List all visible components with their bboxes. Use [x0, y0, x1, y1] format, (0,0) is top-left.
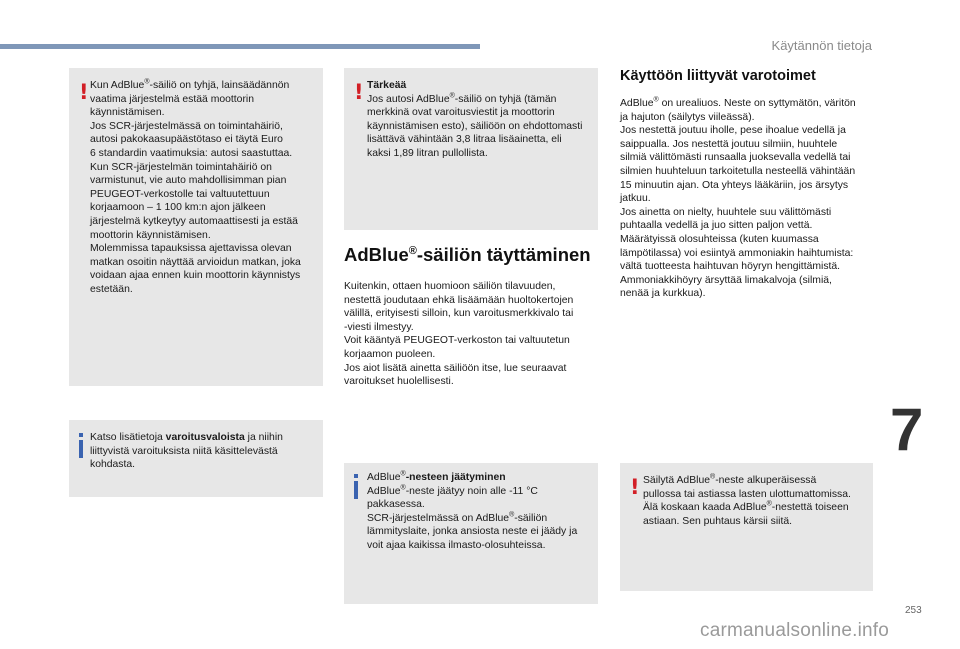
body-line: Kuitenkin, ottaen huomioon säiliön tilavuuden,	[344, 281, 556, 292]
info-line: Katso lisätietoja varoitusvaloista ja niihin	[90, 432, 283, 443]
body-line: Määrätyissä olosuhteissa (kuten kuumassa	[620, 233, 819, 245]
warning-line: Jos SCR-järjestelmässä on toimintahäiriö,	[90, 120, 283, 132]
body-line: lämpötilassa) voi esiintyä ammoniakin haihtumista:	[620, 247, 854, 259]
warning-line: moottorin käynnistämisen.	[90, 229, 211, 241]
warning-box-scr	[69, 68, 323, 386]
warning-box-important-text	[367, 79, 595, 161]
warning-box-storage	[620, 463, 873, 591]
body-line: 15 minuutin ajan. Ota yhteys lääkäriin, jos ärsytys	[620, 179, 849, 191]
body-line: Voit kääntyä PEUGEOT-verkoston tai valtuutetun	[344, 335, 570, 347]
warning-line: matkan osoitin näyttää arvioidun matkan, joka	[90, 256, 301, 268]
body-line: nestettä joudutaan ehkä lisäämään huoltokertojen	[344, 294, 574, 306]
warning-line: autosi pakokaasupäästötaso ei täytä Euro	[90, 134, 283, 146]
body-line: nenää ja kurkkua).	[620, 288, 706, 300]
body-line: korjaamon puoleen.	[344, 348, 436, 360]
info-line: lämmityslaite, jonka ansiosta neste ei jäädy ja	[367, 526, 578, 538]
usage-text	[620, 97, 876, 301]
warning-line: voidaan ajaa ennen kuin moottorin käynnistys	[90, 270, 301, 282]
body-line: silmien huuhteluun tarkoitetulla nesteellä vähintään	[620, 165, 856, 177]
info-line: SCR-järjestelmässä on AdBlue®-säiliön	[367, 511, 548, 524]
body-line: Jos aiot lisätä ainetta säiliöön itse, lue seuraavat	[344, 362, 567, 374]
usage-heading: Käyttöön liittyvät varotoimet	[620, 68, 816, 84]
body-line: -viesti ilmestyy.	[344, 321, 414, 333]
warning-line: käynnistämisen.	[90, 107, 165, 119]
warning-box-scr-text	[90, 79, 318, 297]
body-line: Jos ainetta on nielty, huuhtele suu välittömästi	[620, 206, 832, 218]
info-line: AdBlue®-neste jäätyy noin alle -11 °C	[367, 484, 538, 497]
warning-line: varmistunut, vie auto mahdollisimman pian	[90, 175, 287, 187]
info-line: liittyvistä varoituksista niitä käsittelevästä	[90, 445, 278, 457]
warning-line: pullossa tai astiassa lasten ulottumattomissa.	[643, 488, 851, 500]
body-line: saippualla. Jos nestettä joutuu silmiin, huuhtele	[620, 138, 838, 150]
info-box-freezing-text	[367, 471, 595, 553]
warning-line: vaatima järjestelmä estää moottorin	[90, 93, 255, 105]
body-line: Ammoniakkihöyry ärsyttää limakalvoja (silmiä,	[620, 274, 832, 286]
info-title: AdBlue®-nesteen jäätyminen	[367, 470, 506, 483]
body-line: AdBlue® on urealiuos. Neste on syttymätön, väritön	[620, 96, 856, 109]
info-box-freezing	[344, 463, 598, 604]
info-box-warning-lights	[69, 420, 323, 497]
warning-line: estetään.	[90, 283, 133, 295]
info-icon	[354, 481, 358, 499]
warning-line: järjestelmä kytkeytyy automaattisesti ja estää	[90, 215, 298, 227]
page-number: 253	[905, 605, 922, 616]
section-title: Käytännön tietoja	[771, 38, 872, 53]
refill-heading: AdBlue®-säiliön täyttäminen	[344, 244, 591, 265]
warning-line: astiaan. Sen puhtaus kärsii siitä.	[643, 515, 793, 527]
warning-box-storage-text	[643, 474, 869, 528]
warning-line: merkkinä ovat varoitusviestit ja moottorin	[367, 107, 555, 119]
warning-line: Kun SCR-järjestelmän toimintahäiriö on	[90, 161, 272, 173]
watermark: carmanualsonline.info	[700, 620, 890, 641]
info-line: kohdasta.	[90, 459, 136, 471]
warning-line: Molemmissa tapauksissa ajettavissa olevan	[90, 243, 292, 255]
warning-box-important	[344, 68, 598, 230]
warning-line: 6 standardin vaatimuksia: autosi saastuttaa.	[90, 147, 293, 159]
body-line: vältä tuotteesta haihtuvan höyryn hengittämistä.	[620, 261, 841, 273]
warning-exclamation-icon: !	[630, 475, 640, 499]
info-icon	[79, 440, 83, 458]
refill-text	[344, 280, 600, 389]
warning-line: PEUGEOT-verkostolle tai valtuutettuun	[90, 188, 270, 200]
warning-line: korjaamoon – 1 100 km:n ajon jälkeen	[90, 202, 266, 214]
warning-exclamation-icon: !	[354, 80, 364, 104]
warning-line: lisättävä vähintään 3,8 litraa lisäainetta, eli	[367, 134, 562, 146]
body-line: puhtaalla vedellä ja juo sitten paljon vettä.	[620, 220, 813, 232]
warning-title: Tärkeää	[367, 80, 407, 91]
header-accent-bar	[0, 44, 480, 49]
info-box-warning-lights-text	[90, 431, 318, 472]
warning-line: kaksi 1,89 litran pullollista.	[367, 147, 488, 159]
warning-exclamation-icon: !	[79, 80, 89, 104]
body-line: jatkuu.	[620, 193, 651, 205]
warning-line: Jos autosi AdBlue®-säiliö on tyhjä (tämän	[367, 92, 557, 105]
info-line: pakkasessa.	[367, 499, 425, 511]
body-line: varoitukset huolellisesti.	[344, 376, 454, 388]
warning-line: Kun AdBlue®-säiliö on tyhjä, lainsäädännön	[90, 78, 290, 91]
body-line: silmiä välittömästi runsaalla juoksevalla vedellä tai	[620, 152, 851, 164]
warning-line: Säilytä AdBlue®-neste alkuperäisessä	[643, 473, 817, 486]
body-line: ja hajuton (säilytys viileässä).	[620, 111, 755, 123]
body-line: Jos nestettä joutuu iholle, pese ihoalue vedellä ja	[620, 125, 846, 137]
info-line: voit ajaa kaikissa ilmasto-olosuhteissa.	[367, 539, 546, 551]
chapter-number: 7	[890, 396, 924, 463]
body-line: välillä, erityisesti silloin, kun varoitusmerkkivalo tai	[344, 308, 574, 320]
warning-line: käynnistämisen esto), säiliöön on ehdottomasti	[367, 120, 583, 132]
warning-lights-link-text: varoitusvaloista	[165, 432, 245, 443]
warning-line: Älä koskaan kaada AdBlue®-nestettä toiseen	[643, 500, 849, 514]
